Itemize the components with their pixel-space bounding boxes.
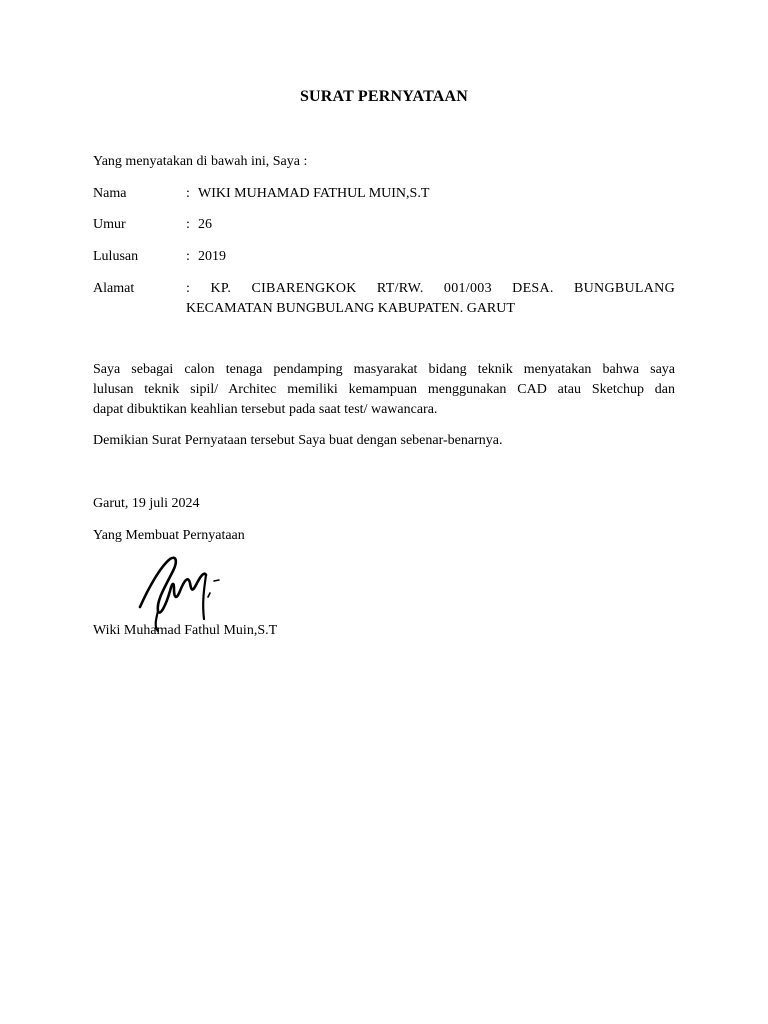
statement-line: lulusan teknik sipil/ Architec memiliki kemampuan menggunakan CAD atau Sketchup dan: [93, 382, 675, 397]
field-alamat: [93, 279, 675, 321]
field-colon: :: [186, 217, 190, 232]
signer-caption: Yang Membuat Pernyataan: [93, 528, 245, 543]
field-colon: :: [186, 186, 190, 201]
field-label: Umur: [93, 217, 126, 232]
statement-line: dapat dibuktikan keahlian tersebut pada saat test/ wawancara.: [93, 402, 438, 417]
signer-name: Wiki Muhamad Fathul Muin,S.T: [93, 623, 278, 638]
intro-text: Yang menyatakan di bawah ini, Saya :: [93, 154, 308, 169]
field-value: 2019: [198, 249, 226, 264]
address-line-1: : KP. CIBARENGKOK RT/RW. 001/003 DESA. BUNGBULANG: [186, 281, 675, 296]
address-value: [186, 279, 675, 319]
place-date: Garut, 19 juli 2024: [93, 496, 200, 511]
field-label: Lulusan: [93, 249, 139, 264]
field-value: 26: [198, 217, 212, 232]
field-value: WIKI MUHAMAD FATHUL MUIN,S.T: [198, 186, 430, 201]
field-label: Nama: [93, 186, 127, 201]
field-colon: :: [186, 249, 190, 264]
closing-text: Demikian Surat Pernyataan tersebut Saya buat dengan sebenar-benarnya.: [93, 433, 503, 448]
field-label: Alamat: [93, 281, 135, 296]
address-line-2: KECAMATAN BUNGBULANG KABUPATEN. GARUT: [186, 301, 515, 316]
document-title: SURAT PERNYATAAN: [299, 88, 469, 105]
statement-paragraph: [93, 360, 675, 420]
statement-line: Saya sebagai calon tenaga pendamping masyarakat bidang teknik menyatakan bahwa saya: [93, 362, 675, 377]
